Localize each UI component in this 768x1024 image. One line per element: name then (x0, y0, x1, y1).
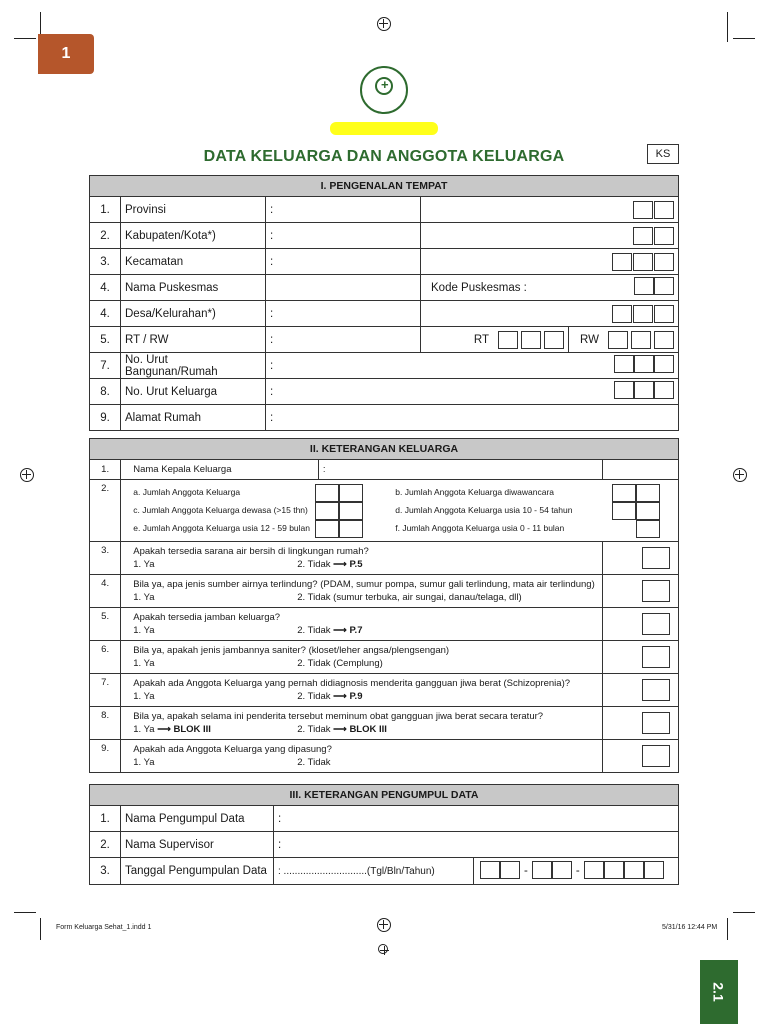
date-month-box[interactable] (532, 861, 552, 879)
table-row: 1. Nama Kepala Keluarga : (90, 460, 679, 480)
table-row: 4. Bila ya, apa jenis sumber airnya terlindung? (PDAM, sumur pompa, sumur gali terlindung, mata air terlindung) 1. Ya 2. Tidak (sumur terbuka, air sungai, danau/telaga, dll) (90, 575, 679, 608)
input-box[interactable] (633, 227, 653, 245)
input-box[interactable] (315, 520, 339, 538)
page-title: DATA KELUARGA DAN ANGGOTA KELUARGA (203, 148, 565, 165)
date-year-box[interactable] (584, 861, 604, 879)
table-row: 4. Nama Puskesmas Kode Puskesmas : (90, 275, 679, 301)
section-3-table (89, 784, 679, 885)
section-header: II. KETERANGAN KELUARGA (90, 439, 679, 460)
crop-mark (14, 38, 36, 39)
section-header: I. PENGENALAN TEMPAT (90, 176, 679, 197)
input-box[interactable] (634, 381, 654, 399)
table-row: 5. Apakah tersedia jamban keluarga? 1. Ya 2. Tidak ⟶ P.7 (90, 608, 679, 641)
input-box[interactable] (636, 484, 660, 502)
footer-date: 5/31/16 12:44 PM (662, 924, 718, 931)
input-box[interactable] (633, 253, 653, 271)
answer-box[interactable] (642, 712, 670, 734)
table-row: 4. Desa/Kelurahan*) : (90, 301, 679, 327)
table-row: 9. Alamat Rumah : (90, 405, 679, 431)
input-box[interactable] (521, 331, 541, 349)
registration-mark-icon (733, 468, 747, 482)
table-row: 6. Bila ya, apakah jenis jambannya saniter? (kloset/leher angsa/plengsengan) 1. Ya 2. Tidak (Cemplung) (90, 641, 679, 674)
registration-mark-icon (20, 468, 34, 482)
input-box[interactable] (636, 520, 660, 538)
table-row: 1. Provinsi : (90, 197, 679, 223)
input-box[interactable] (612, 502, 636, 520)
input-box[interactable] (339, 484, 363, 502)
table-row: 2. a. Jumlah Anggota Keluarga c. Jumlah Anggota Keluarga dewasa (>15 thn) e. Jumlah Anggota Keluarga usia 12 - 59 bulan b. Jumlah Anggota Keluarga diwawancara d. Jumlah Anggota Keluarga usia 10 - 54 tahun f. Jumlah Anggota Keluarga usia 0 - 11 bulan (90, 480, 679, 542)
input-box[interactable] (612, 253, 632, 271)
page-number-tab: 1 (38, 34, 94, 74)
crop-mark (14, 912, 36, 913)
input-box[interactable] (315, 502, 339, 520)
answer-box[interactable] (642, 547, 670, 569)
crop-mark (733, 38, 755, 39)
input-box[interactable] (315, 484, 339, 502)
input-box[interactable] (654, 277, 674, 295)
date-year-box[interactable] (604, 861, 624, 879)
input-box[interactable] (612, 305, 632, 323)
table-row: 8. No. Urut Keluarga : (90, 379, 679, 405)
crop-mark (40, 918, 41, 940)
input-box[interactable] (544, 331, 564, 349)
table-row: 7. Apakah ada Anggota Keluarga yang pernah didiagnosis menderita gangguan jiwa berat (Schizoprenia)? 1. Ya 2. Tidak ⟶ P.9 (90, 674, 679, 707)
table-row: 2. Kabupaten/Kota*) : (90, 223, 679, 249)
registration-mark-icon (378, 944, 388, 954)
input-box[interactable] (654, 355, 674, 373)
answer-box[interactable] (642, 580, 670, 602)
footer-file: Form Keluarga Sehat_1.indd 1 (56, 924, 152, 931)
bakti-husada-logo-icon: + (360, 66, 408, 114)
input-box[interactable] (634, 277, 654, 295)
input-box[interactable] (614, 381, 634, 399)
form-code: KS (647, 144, 679, 164)
rw-label: RW (580, 333, 599, 346)
input-box[interactable] (612, 484, 636, 502)
input-box[interactable] (633, 201, 653, 219)
rt-label: RT (473, 333, 489, 346)
table-row: 7. No. Urut Bangunan/Rumah : (90, 353, 679, 379)
table-row: 8. Bila ya, apakah selama ini penderita tersebut meminum obat gangguan jiwa berat secara teratur? 1. Ya ⟶ BLOK III 2. Tidak ⟶ BLOK III (90, 707, 679, 740)
input-box[interactable] (654, 253, 674, 271)
input-box[interactable] (631, 331, 651, 349)
next-page-tab: 2.1 (700, 960, 738, 1024)
answer-box[interactable] (642, 679, 670, 701)
table-row: 2. Nama Supervisor : (90, 832, 679, 858)
answer-box[interactable] (642, 646, 670, 668)
answer-box[interactable] (642, 613, 670, 635)
table-row: 5. RT / RW : RT RW (90, 327, 679, 353)
date-year-box[interactable] (624, 861, 644, 879)
table-row: 1. Nama Pengumpul Data : (90, 806, 679, 832)
date-month-box[interactable] (552, 861, 572, 879)
input-box[interactable] (654, 305, 674, 323)
answer-box[interactable] (642, 745, 670, 767)
crop-mark (733, 912, 755, 913)
crop-mark (727, 918, 728, 940)
input-box[interactable] (339, 502, 363, 520)
table-row: 3. Tanggal Pengumpulan Data : ..............................(Tgl/Bln/Tahun) - - (90, 858, 679, 885)
date-year-box[interactable] (644, 861, 664, 879)
section-header: III. KETERANGAN PENGUMPUL DATA (90, 785, 679, 806)
date-day-box[interactable] (500, 861, 520, 879)
registration-mark-icon (377, 17, 391, 31)
input-box[interactable] (654, 227, 674, 245)
input-box[interactable] (633, 305, 653, 323)
input-box[interactable] (614, 355, 634, 373)
input-box[interactable] (498, 331, 518, 349)
input-box[interactable] (608, 331, 628, 349)
input-box[interactable] (636, 502, 660, 520)
crop-mark (727, 12, 728, 42)
table-row: 9. Apakah ada Anggota Keluarga yang dipasung? 1. Ya 2. Tidak (90, 740, 679, 773)
input-box[interactable] (654, 381, 674, 399)
highlight-mark (330, 122, 438, 135)
kode-puskesmas-label: Kode Puskesmas : (431, 281, 527, 294)
section-1-table (89, 175, 679, 431)
registration-mark-icon (377, 918, 391, 932)
date-day-box[interactable] (480, 861, 500, 879)
input-box[interactable] (654, 201, 674, 219)
table-row: 3. Apakah tersedia sarana air bersih di lingkungan rumah? 1. Ya 2. Tidak ⟶ P.5 (90, 542, 679, 575)
input-box[interactable] (654, 331, 674, 349)
table-row: 3. Kecamatan : (90, 249, 679, 275)
input-box[interactable] (339, 520, 363, 538)
section-2-table (89, 438, 679, 773)
input-box[interactable] (634, 355, 654, 373)
